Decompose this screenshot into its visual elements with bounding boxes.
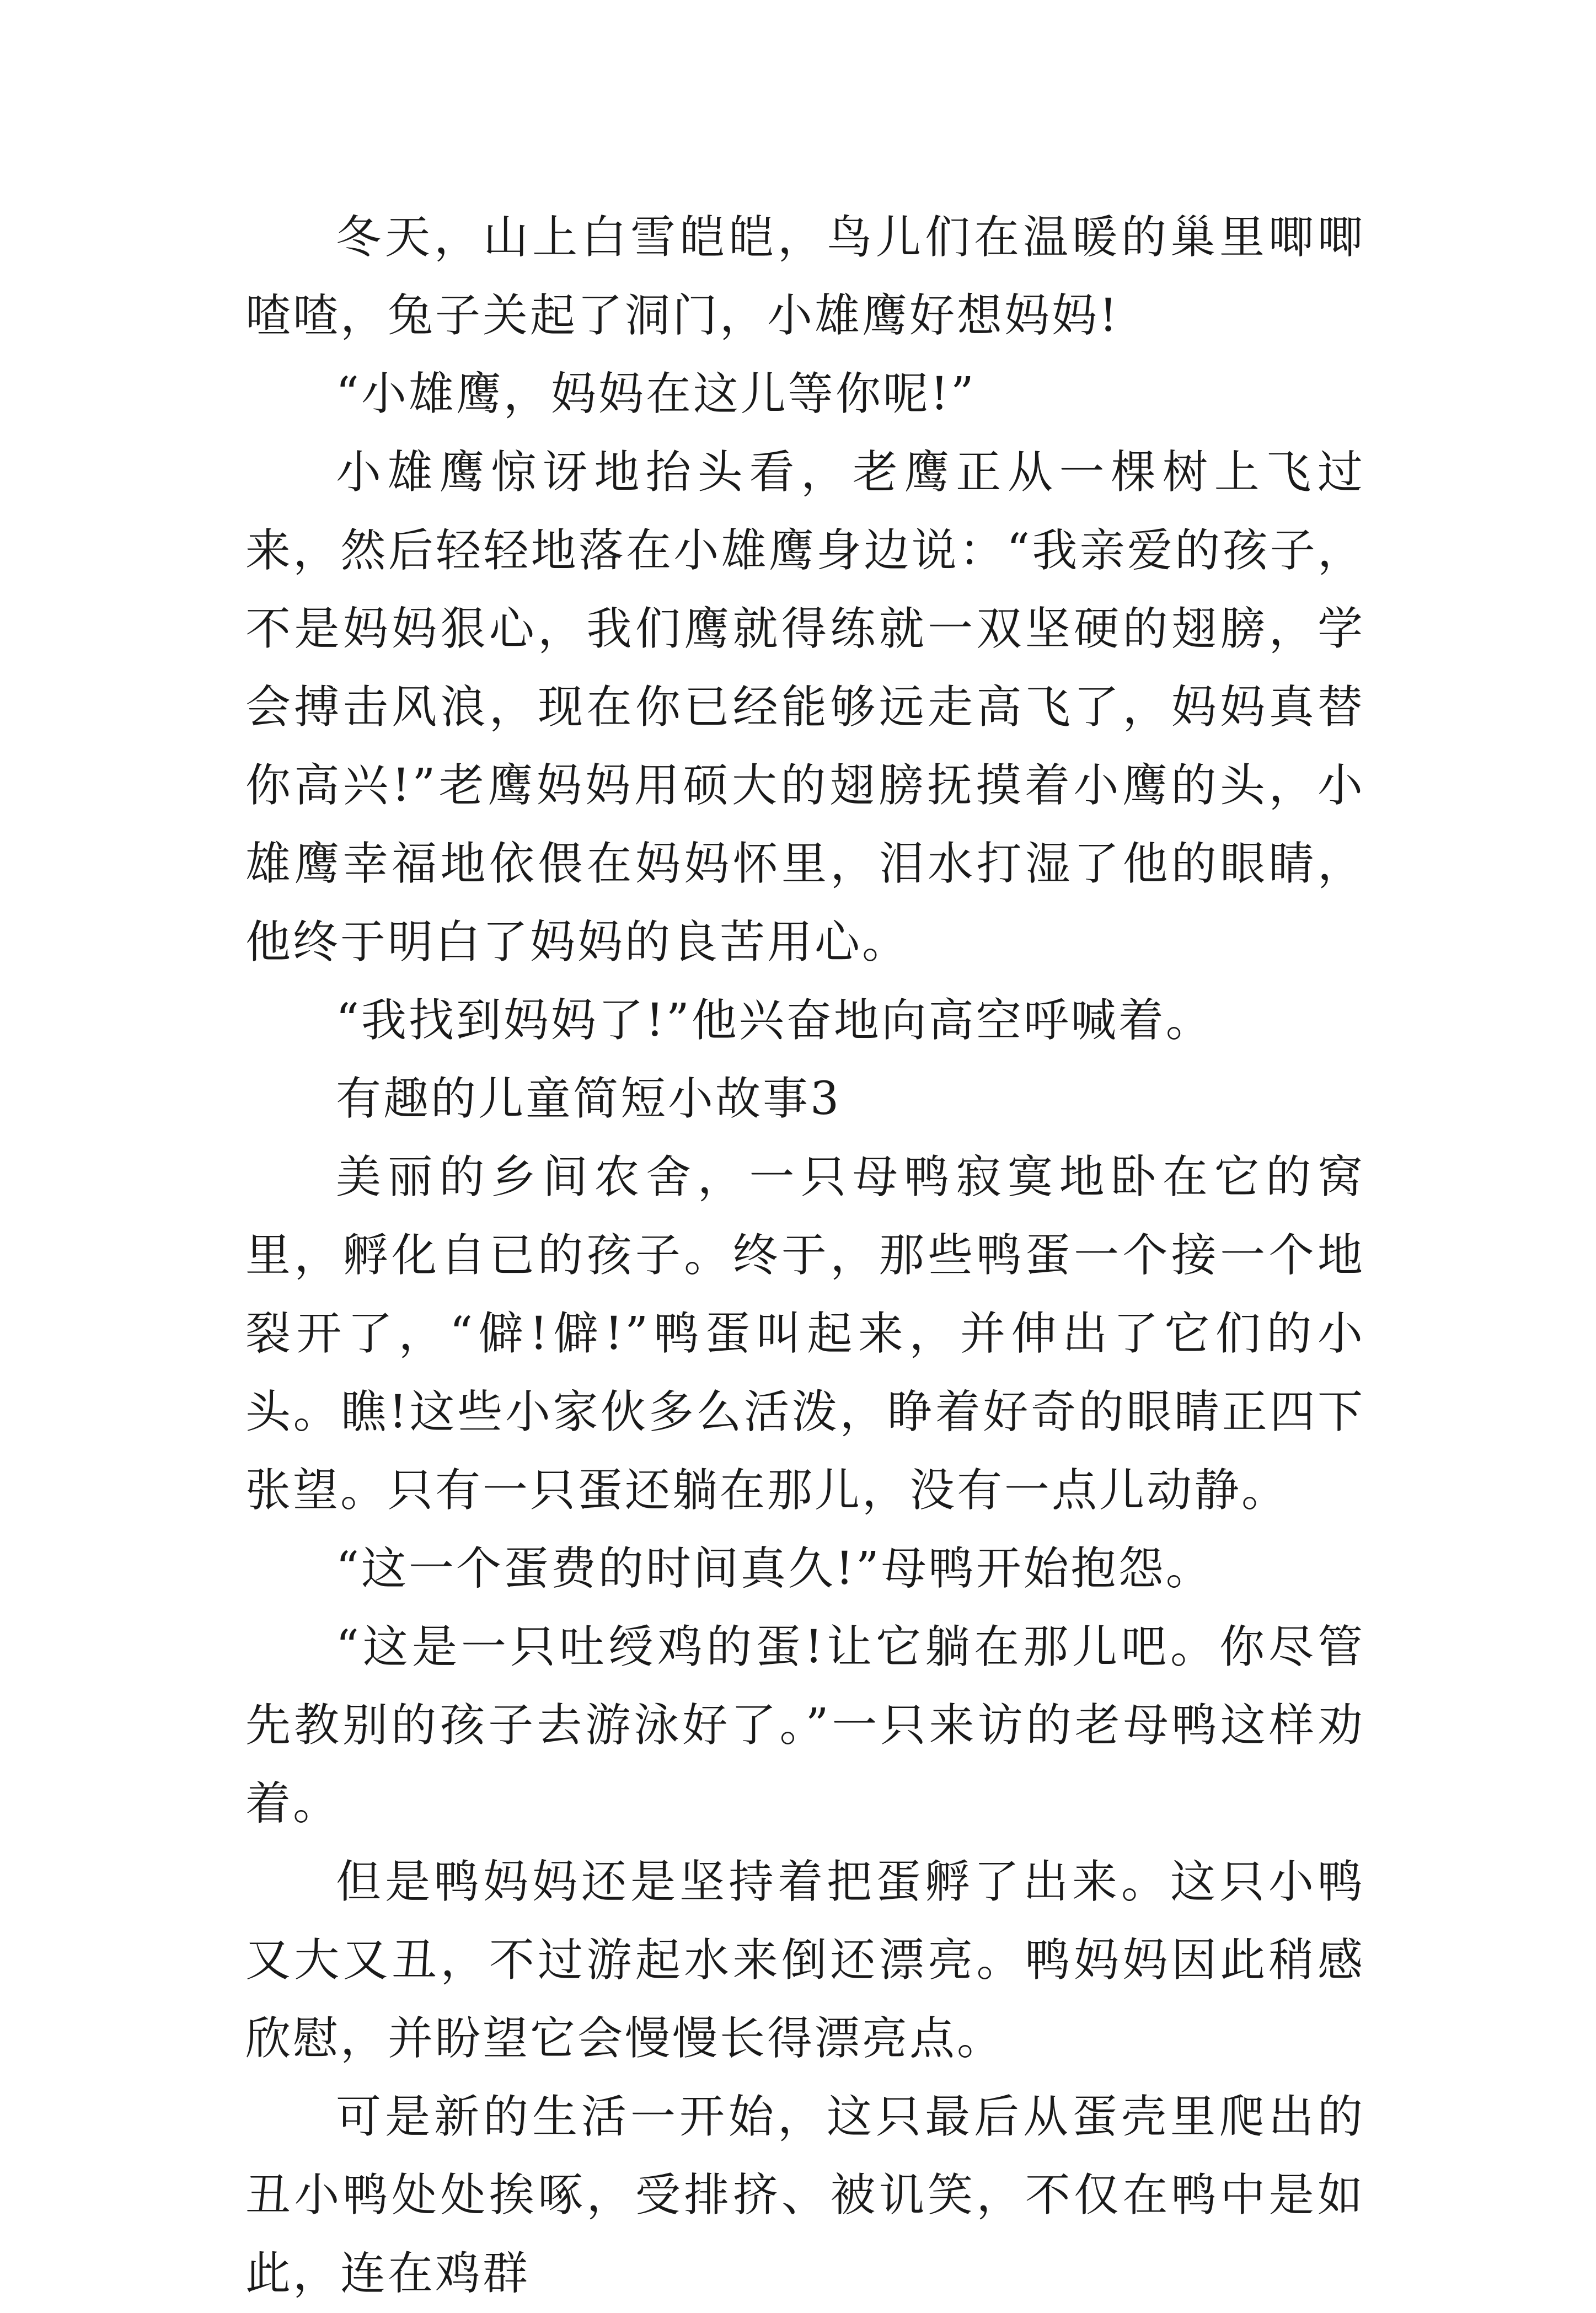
paragraph: “这是一只吐绶鸡的蛋!让它躺在那儿吧。你尽管先教别的孩子去游泳好了。”一只来访的老母鸭这样劝着。 (245, 1621, 1365, 1830)
paragraph: 小雄鹰惊讶地抬头看，老鹰正从一棵树上飞过来，然后轻轻地落在小雄鹰身边说：“我亲爱的孩子，不是妈妈狠心，我们鹰就得练就一双坚硬的翅膀，学会搏击风浪，现在你已经能够远走高飞了，妈妈真替你高兴!”老鹰妈妈用硕大的翅膀抚摸着小鹰的头，小雄鹰幸福地依偎在妈妈怀里，泪水打湿了他的眼睛，他终于明白了妈妈的良苦用心。 (245, 446, 1365, 968)
paragraph: “小雄鹰，妈妈在这儿等你呢!” (336, 368, 976, 420)
paragraph: “这一个蛋费的时间真久!”母鸭开始抱怨。 (336, 1543, 1213, 1595)
paragraph: “我找到妈妈了!”他兴奋地向高空呼喊着。 (336, 994, 1213, 1047)
paragraph: 美丽的乡间农舍，一只母鸭寂寞地卧在它的窝里，孵化自已的孩子。终于，那些鸭蛋一个接一个地裂开了，“僻!僻!”鸭蛋叫起来，并伸出了它们的小头。瞧!这些小家伙多么活泼，睁着好奇的眼睛正四下张望。只有一只蛋还躺在那儿，没有一点儿动静。 (245, 1151, 1365, 1517)
document-body (245, 199, 1365, 2313)
section-heading: 有趣的儿童简短小故事3 (336, 1073, 842, 1125)
paragraph: 冬天，山上白雪皑皑，鸟儿们在温暖的巢里唧唧喳喳，兔子关起了洞门，小雄鹰好想妈妈! (245, 211, 1365, 342)
paragraph: 但是鸭妈妈还是坚持着把蛋孵了出来。这只小鸭又大又丑，不过游起水来倒还漂亮。鸭妈妈因此稍感欣慰，并盼望它会慢慢长得漂亮点。 (245, 1856, 1365, 2065)
paragraph: 可是新的生活一开始，这只最后从蛋壳里爬出的丑小鸭处处挨啄，受排挤、被讥笑，不仅在鸭中是如此，连在鸡群 (245, 2091, 1365, 2300)
